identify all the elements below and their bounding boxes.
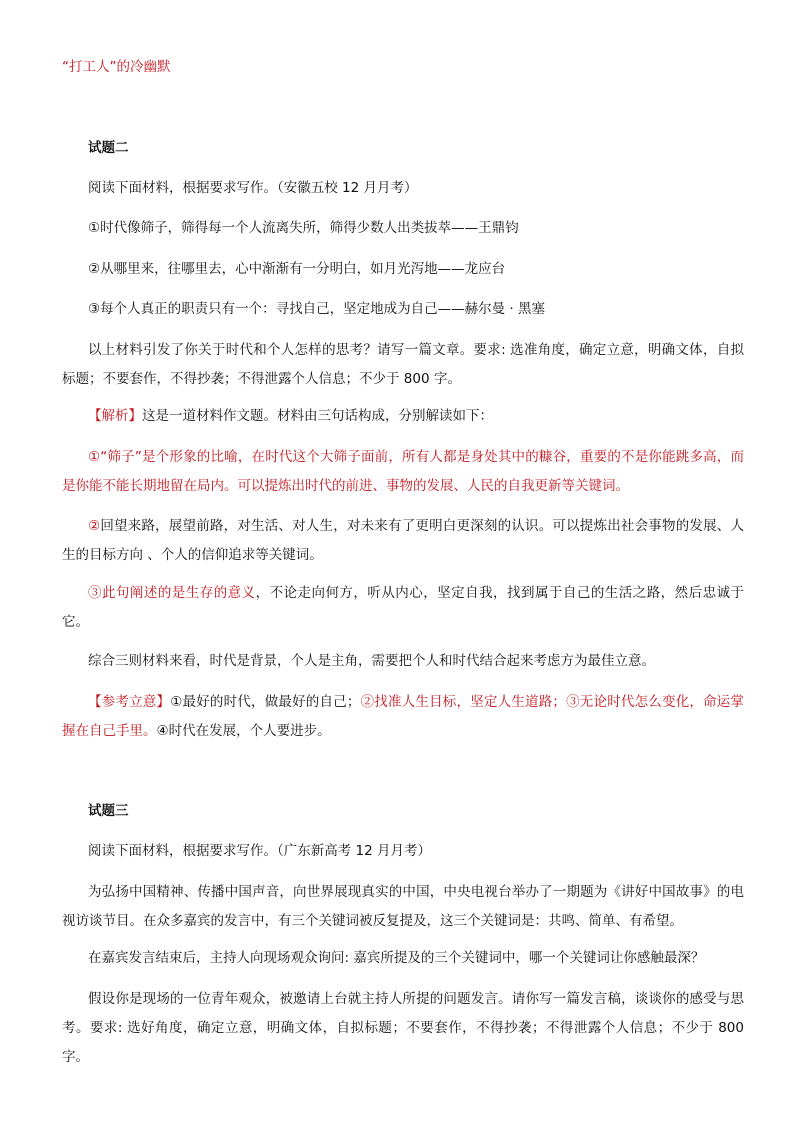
analysis-2-marker: ②	[88, 518, 101, 534]
reference-3: ③无论时代怎么变化，命运掌握在自己手里。	[62, 694, 745, 739]
q2-material-1: ①时代像筛子，筛得每一个人流离失所，筛得少数人出类拔萃——王鼎钧	[88, 220, 519, 236]
q2-material-2: ②从哪里来，往哪里去，心中渐渐有一分明白，如月光泻地——龙应台	[88, 261, 506, 277]
analysis-label: 【解析】	[88, 408, 142, 424]
q3-heading: 试题三	[88, 803, 129, 819]
reference-4: ④时代在发展，个人要进步。	[156, 723, 331, 739]
analysis-text: 这是一道材料作文题。材料由三句话构成，分别解读如下：	[142, 408, 493, 424]
q2-heading: 试题二	[88, 140, 129, 156]
analysis-3-text: ，不论走向何方，听从内心，坚定自我，找到属于自己的生活之路，然后忠诚于它。	[62, 585, 744, 630]
q3-paragraph-3: 假设你是现场的一位青年观众，被邀请上台就主持人所提的问题发言。请你写一篇发言稿，谈谈你的感受与思考。要求: 选好角度，确定立意，明确文体，自拟标题；不要套作，不得抄袭；不得泄露个人信息；不少于 800 字。	[62, 991, 744, 1065]
q3-intro: 阅读下面材料，根据要求写作。（广东新高考 12 月月考）	[88, 843, 432, 859]
reference-2: ②找准人生目标，坚定人生道路；	[360, 694, 566, 710]
q3-paragraph-2: 在嘉宾发言结束后，主持人向现场观众询问: 嘉宾所提及的三个关键词中，哪一个关键词让你感触最深？	[88, 950, 705, 966]
q2-analysis	[62, 402, 744, 431]
q2-summary: 综合三则材料来看，时代是背景，个人是主角，需要把个人和时代结合起来考虑方为最佳立意。	[88, 653, 655, 669]
q2-prompt: 以上材料引发了你关于时代和个人怎样的思考？请写一篇文章。要求: 选准角度，确定立意，明确文体，自拟标题；不要套作，不得抄袭；不得泄露个人信息；不少于 800 字。	[62, 342, 744, 387]
analysis-3-highlight: ③此句阐述的是生存的意义	[88, 585, 256, 601]
reference-1: ①最好的时代，做最好的自己；	[170, 694, 361, 710]
q2-reference	[62, 688, 744, 746]
q3-paragraph-1: 为弘扬中国精神、传播中国声音，向世界展现真实的中国，中央电视台举办了一期题为《讲好中国故事》的电视访谈节目。在众多嘉宾的发言中，有三个关键词被反复提及，这三个关键词是：共鸣、简单、有希望。	[62, 884, 744, 929]
q2-analysis-3	[62, 579, 744, 637]
q2-analysis-2	[62, 512, 744, 570]
reference-label: 【参考立意】	[88, 694, 171, 710]
page-header-title: “打工人”的冷幽默	[62, 59, 171, 75]
q2-material-3: ③每个人真正的职责只有一个：寻找自己，坚定地成为自己——赫尔曼 · 黑塞	[88, 301, 545, 317]
q2-analysis-1: ①“筛子”是个形象的比喻，在时代这个大筛子面前，所有人都是身处其中的糠谷，重要的不是你能跳多高，而是你能不能长期地留在局内。可以提炼出时代的前进、事物的发展、人民的自我更新等关键词。	[62, 449, 744, 494]
analysis-2-text: 回望来路，展望前路，对生活、对人生，对未来有了更明白更深刻的认识。可以提炼出社会事物的发展、人生的目标方向 、个人的信仰追求等关键词。	[62, 518, 745, 563]
q2-intro: 阅读下面材料，根据要求写作。（安徽五校 12 月月考）	[88, 180, 418, 196]
